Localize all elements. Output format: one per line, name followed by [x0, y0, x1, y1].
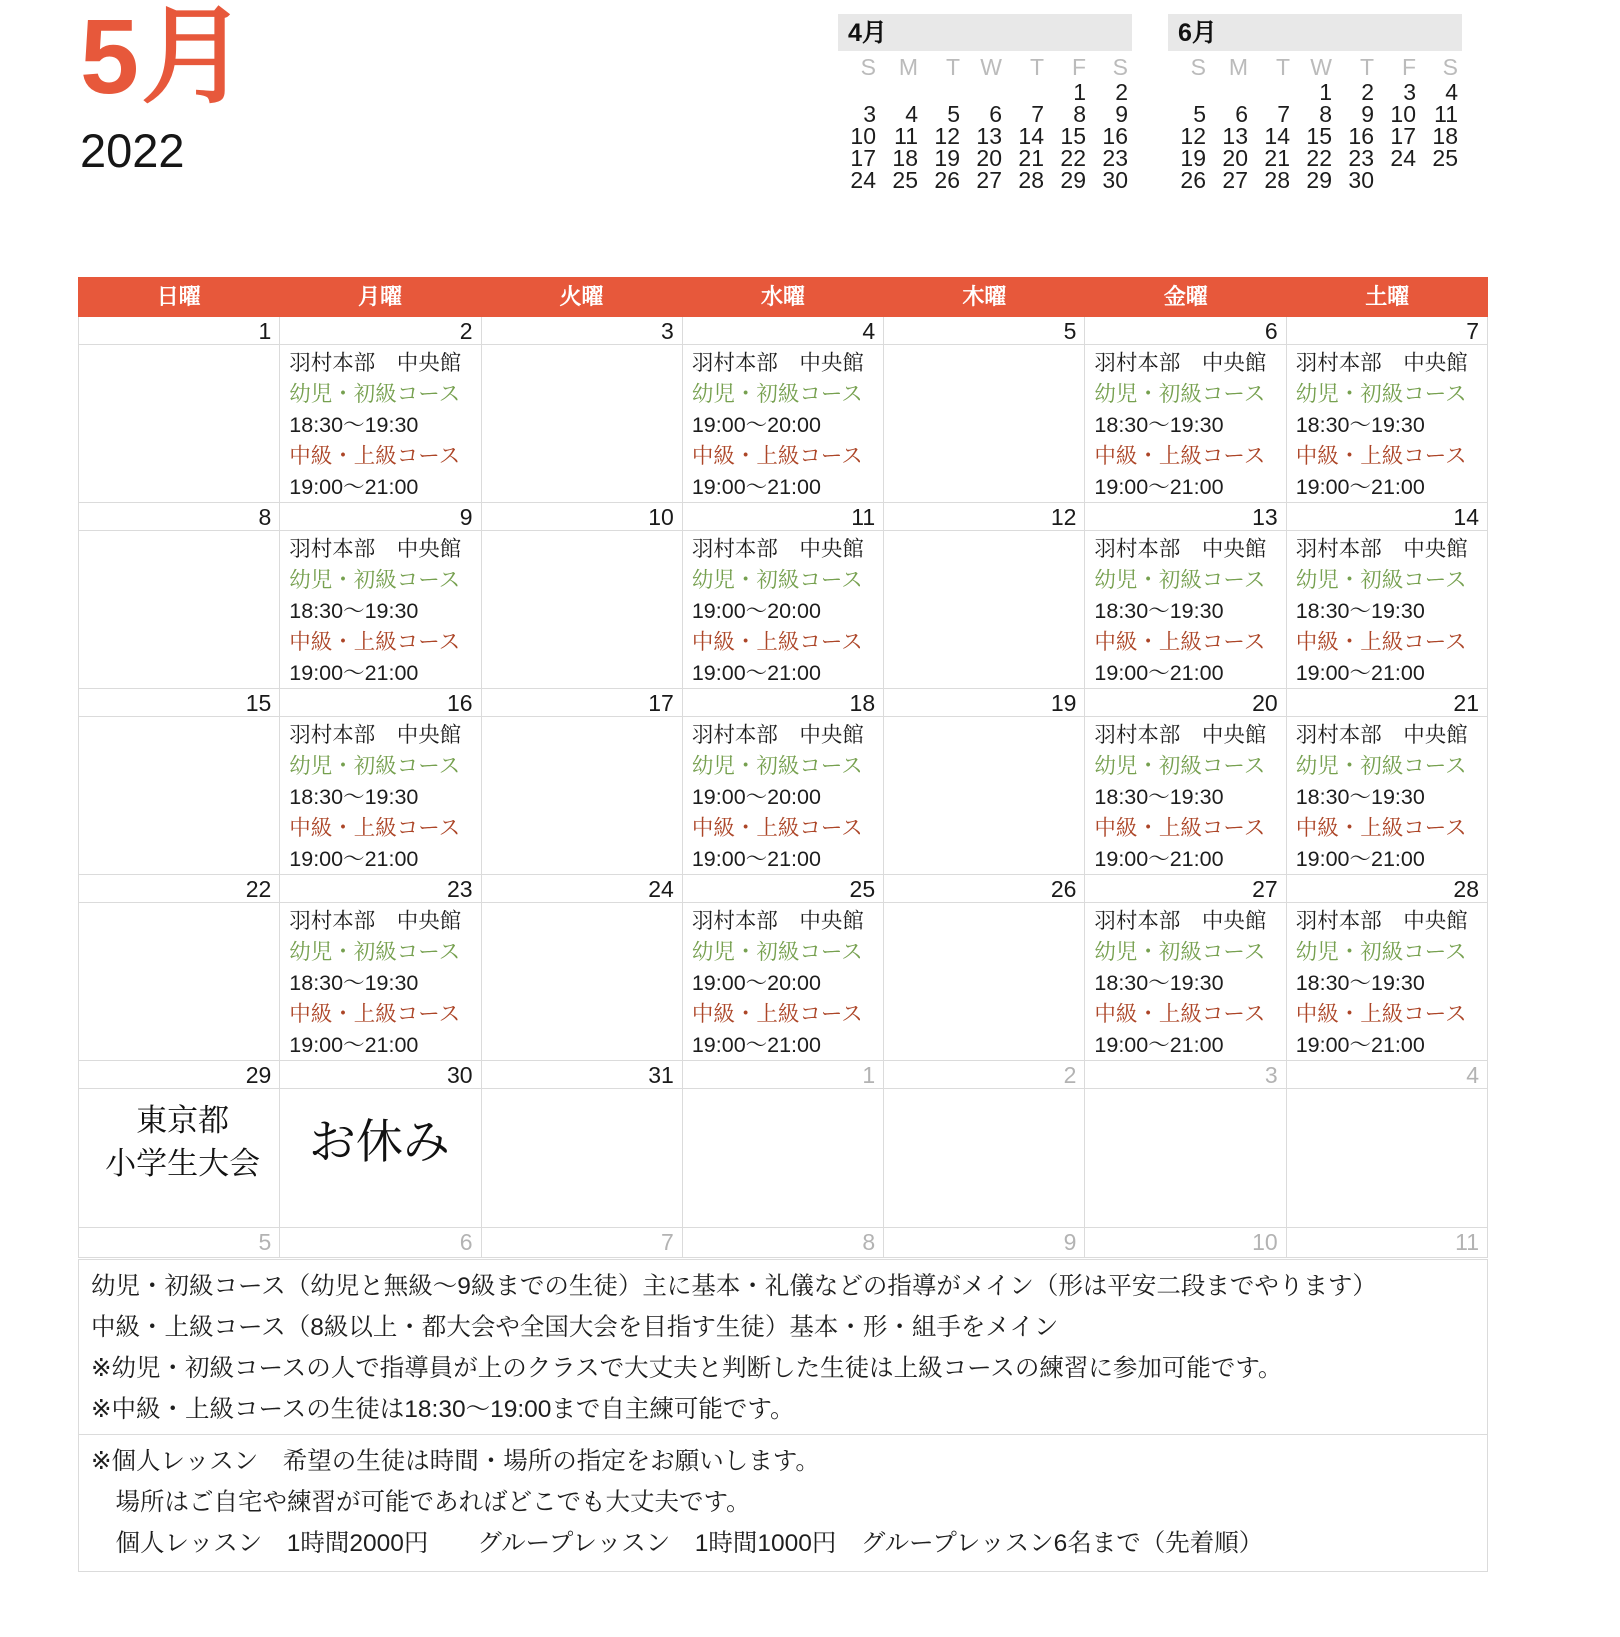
mini-date: 25 [892, 167, 918, 193]
empty-day-cell [1287, 1089, 1488, 1228]
mini-date: 11 [894, 123, 918, 149]
schedule-cell [1085, 717, 1286, 875]
mini-date: 26 [934, 167, 960, 193]
schedule-beginner-course: 幼児・初級コース [289, 754, 461, 778]
day-header: 月曜 [358, 284, 403, 309]
mini-weekday-label: S [1112, 54, 1128, 80]
date-cell: 28 [1287, 875, 1488, 903]
mini-date: 15 [1060, 123, 1086, 149]
schedule-venue: 羽村本部 中央館 [1295, 723, 1468, 747]
mini-date: 22 [1306, 145, 1332, 171]
note-line: ※幼児・初級コースの人で指導員が上のクラスで大丈夫と判断した生徒は上級コースの練習に参加可能です。 [91, 1355, 1283, 1382]
schedule-cell [1085, 531, 1286, 689]
date-row [79, 689, 1488, 717]
date-cell: 4 [1287, 1061, 1488, 1089]
empty-day-cell [79, 903, 280, 1061]
schedule-beginner-course: 幼児・初級コース [691, 754, 863, 778]
date-cell: 15 [79, 689, 280, 717]
empty-day-cell [79, 717, 280, 875]
schedule-advanced-time: 19:00〜21:00 [1295, 1033, 1425, 1057]
schedule-advanced-course: 中級・上級コース [691, 630, 863, 654]
schedule-advanced-time: 19:00〜21:00 [289, 661, 419, 685]
mini-calendar-grid [838, 51, 1132, 191]
mini-date: 17 [1390, 123, 1416, 149]
schedule-venue: 羽村本部 中央館 [289, 909, 462, 933]
date-cell: 29 [79, 1061, 280, 1089]
day-header: 土曜 [1365, 284, 1410, 309]
mini-date: 29 [1306, 167, 1332, 193]
empty-day-cell [1085, 1089, 1286, 1228]
mini-date [838, 81, 880, 103]
title-block [80, 0, 249, 178]
mini-weekday-label: S [1190, 54, 1206, 80]
mini-date: 17 [850, 145, 876, 171]
schedule-cell [683, 717, 884, 875]
mini-date: 3 [1403, 79, 1416, 105]
schedule-venue: 羽村本部 中央館 [691, 537, 864, 561]
note-line: 個人レッスン 1時間2000円 グループレッスン 1時間1000円 グループレッスン6名まで（先着順） [91, 1530, 1264, 1557]
mini-weekday-label: T [945, 54, 960, 80]
mini-date: 1 [1319, 79, 1332, 105]
schedule-beginner-time: 18:30〜19:30 [1094, 785, 1224, 809]
mini-date: 23 [1102, 145, 1128, 171]
schedule-advanced-course: 中級・上級コース [691, 816, 863, 840]
schedule-beginner-time: 19:00〜20:00 [691, 971, 821, 995]
date-row [79, 317, 1488, 345]
schedule-cell [1287, 531, 1488, 689]
content-row [79, 531, 1488, 689]
date-cell: 1 [79, 317, 280, 345]
mini-date: 19 [934, 145, 960, 171]
mini-date: 11 [1434, 101, 1458, 127]
date-cell: 8 [683, 1228, 884, 1258]
schedule-venue: 羽村本部 中央館 [691, 909, 864, 933]
schedule-beginner-course: 幼児・初級コース [1094, 382, 1266, 406]
mini-date [880, 81, 922, 103]
mini-date: 16 [1348, 123, 1374, 149]
tournament-label: 東京都 [136, 1103, 230, 1138]
mini-date: 19 [1180, 145, 1206, 171]
date-cell: 10 [482, 503, 683, 531]
date-cell: 3 [482, 317, 683, 345]
date-cell: 10 [1085, 1228, 1286, 1258]
mini-date: 4 [1445, 79, 1458, 105]
mini-weekday-label: F [1401, 54, 1416, 80]
mini-date: 26 [1180, 167, 1206, 193]
date-cell: 12 [884, 503, 1085, 531]
schedule-beginner-course: 幼児・初級コース [289, 568, 461, 592]
date-cell: 7 [1287, 317, 1488, 345]
date-cell: 2 [280, 317, 481, 345]
schedule-beginner-time: 18:30〜19:30 [1094, 413, 1224, 437]
schedule-advanced-time: 19:00〜21:00 [691, 1033, 821, 1057]
date-cell: 17 [482, 689, 683, 717]
schedule-advanced-course: 中級・上級コース [1295, 444, 1467, 468]
schedule-beginner-time: 18:30〜19:30 [1295, 413, 1425, 437]
mini-date [1006, 81, 1048, 103]
empty-day-cell [884, 345, 1085, 503]
mini-date: 20 [1222, 145, 1248, 171]
empty-day-cell [482, 345, 683, 503]
mini-date: 27 [1222, 167, 1248, 193]
mini-date: 20 [976, 145, 1002, 171]
schedule-advanced-course: 中級・上級コース [1094, 444, 1266, 468]
schedule-cell [1287, 345, 1488, 503]
schedule-venue: 羽村本部 中央館 [691, 351, 864, 375]
mini-weekday-label: M [898, 54, 918, 80]
empty-day-cell [482, 531, 683, 689]
empty-day-cell [79, 345, 280, 503]
mini-date: 1 [1073, 79, 1086, 105]
mini-date: 21 [1018, 145, 1044, 171]
main-calendar [78, 277, 1488, 1258]
mini-date: 25 [1432, 145, 1458, 171]
tournament-cell [79, 1089, 280, 1228]
schedule-advanced-course: 中級・上級コース [691, 444, 863, 468]
mini-date: 12 [1180, 123, 1206, 149]
mini-date [964, 81, 1006, 103]
schedule-beginner-time: 18:30〜19:30 [289, 413, 419, 437]
date-cell: 9 [884, 1228, 1085, 1258]
date-cell: 20 [1085, 689, 1286, 717]
schedule-beginner-course: 幼児・初級コース [1094, 940, 1266, 964]
note-line: 中級・上級コース（8級以上・都大会や全国大会を目指す生徒）基本・形・組手をメイン [91, 1314, 1059, 1341]
mini-weekday-label: T [1275, 54, 1290, 80]
mini-weekday-label: S [860, 54, 876, 80]
schedule-venue: 羽村本部 中央館 [289, 723, 462, 747]
schedule-advanced-time: 19:00〜21:00 [289, 475, 419, 499]
schedule-venue: 羽村本部 中央館 [1094, 537, 1267, 561]
mini-date [1210, 81, 1252, 103]
schedule-beginner-course: 幼児・初級コース [1094, 754, 1266, 778]
schedule-beginner-time: 18:30〜19:30 [1295, 599, 1425, 623]
date-cell: 22 [79, 875, 280, 903]
mini-date: 22 [1060, 145, 1086, 171]
empty-day-cell [884, 1089, 1085, 1228]
mini-date: 6 [989, 101, 1002, 127]
date-cell: 26 [884, 875, 1085, 903]
month-title: 5月 [80, 0, 249, 116]
day-header: 金曜 [1163, 284, 1208, 309]
schedule-venue: 羽村本部 中央館 [1295, 909, 1468, 933]
schedule-venue: 羽村本部 中央館 [1295, 351, 1468, 375]
date-cell: 4 [683, 317, 884, 345]
mini-date: 18 [1432, 123, 1458, 149]
schedule-advanced-time: 19:00〜21:00 [1295, 661, 1425, 685]
date-cell: 11 [683, 503, 884, 531]
schedule-advanced-course: 中級・上級コース [289, 630, 461, 654]
schedule-beginner-time: 19:00〜20:00 [691, 785, 821, 809]
year-label: 2022 [80, 124, 185, 178]
schedule-advanced-time: 19:00〜21:00 [289, 1033, 419, 1057]
content-row [79, 903, 1488, 1061]
date-cell: 8 [79, 503, 280, 531]
mini-date: 7 [1277, 101, 1290, 127]
date-cell: 27 [1085, 875, 1286, 903]
date-cell: 14 [1287, 503, 1488, 531]
schedule-beginner-course: 幼児・初級コース [289, 382, 461, 406]
schedule-beginner-time: 18:30〜19:30 [1295, 971, 1425, 995]
schedule-beginner-course: 幼児・初級コース [1295, 754, 1467, 778]
mini-date: 21 [1264, 145, 1290, 171]
schedule-advanced-time: 19:00〜21:00 [691, 661, 821, 685]
mini-calendar-title: 6月 [1168, 14, 1462, 51]
date-cell: 16 [280, 689, 481, 717]
date-cell: 30 [280, 1061, 481, 1089]
date-cell: 31 [482, 1061, 683, 1089]
schedule-advanced-course: 中級・上級コース [1295, 816, 1467, 840]
mini-date: 4 [905, 101, 918, 127]
mini-date [1378, 169, 1420, 191]
date-cell: 3 [1085, 1061, 1286, 1089]
mini-calendar-june [1168, 14, 1462, 191]
mini-date: 24 [850, 167, 876, 193]
mini-date: 14 [1018, 123, 1044, 149]
schedule-cell [1085, 903, 1286, 1061]
note-line: ※個人レッスン 希望の生徒は時間・場所の指定をお願いします。 [91, 1448, 820, 1475]
schedule-beginner-course: 幼児・初級コース [691, 382, 863, 406]
schedule-advanced-course: 中級・上級コース [1094, 816, 1266, 840]
day-header: 火曜 [559, 284, 604, 309]
mini-weekday-label: W [980, 54, 1002, 80]
day-header: 水曜 [760, 284, 805, 309]
date-cell: 9 [280, 503, 481, 531]
mini-date: 13 [976, 123, 1002, 149]
schedule-beginner-time: 19:00〜20:00 [691, 413, 821, 437]
empty-day-cell [884, 903, 1085, 1061]
mini-date: 12 [934, 123, 960, 149]
empty-day-cell [482, 717, 683, 875]
mini-date: 8 [1073, 101, 1086, 127]
schedule-beginner-time: 18:30〜19:30 [1295, 785, 1425, 809]
empty-day-cell [79, 531, 280, 689]
mini-date: 23 [1348, 145, 1374, 171]
mini-calendar-april [838, 14, 1132, 191]
schedule-cell [683, 531, 884, 689]
schedule-beginner-course: 幼児・初級コース [1094, 568, 1266, 592]
date-cell: 5 [884, 317, 1085, 345]
mini-date: 10 [1390, 101, 1416, 127]
day-header: 木曜 [962, 284, 1007, 309]
mini-date: 28 [1264, 167, 1290, 193]
mini-date: 2 [1115, 79, 1128, 105]
mini-date: 8 [1319, 101, 1332, 127]
schedule-advanced-course: 中級・上級コース [691, 1002, 863, 1026]
mini-date: 9 [1115, 101, 1128, 127]
schedule-beginner-course: 幼児・初級コース [691, 940, 863, 964]
empty-day-cell [482, 903, 683, 1061]
schedule-cell [683, 903, 884, 1061]
schedule-advanced-time: 19:00〜21:00 [289, 847, 419, 871]
date-cell: 19 [884, 689, 1085, 717]
schedule-venue: 羽村本部 中央館 [289, 351, 462, 375]
date-cell: 23 [280, 875, 481, 903]
notes-private-lesson [78, 1434, 1488, 1572]
schedule-beginner-course: 幼児・初級コース [1295, 568, 1467, 592]
rest-cell: お休み [280, 1089, 481, 1228]
day-header: 日曜 [156, 284, 201, 309]
notes-course-info [78, 1259, 1488, 1438]
empty-day-cell [884, 717, 1085, 875]
date-cell: 25 [683, 875, 884, 903]
calendar-body [78, 317, 1488, 1258]
schedule-beginner-time: 18:30〜19:30 [289, 971, 419, 995]
schedule-advanced-course: 中級・上級コース [1094, 630, 1266, 654]
mini-weekday-label: M [1228, 54, 1248, 80]
tournament-label: 小学生大会 [105, 1146, 261, 1181]
schedule-advanced-course: 中級・上級コース [1295, 630, 1467, 654]
schedule-venue: 羽村本部 中央館 [1295, 537, 1468, 561]
date-cell: 6 [280, 1228, 481, 1258]
schedule-beginner-course: 幼児・初級コース [289, 940, 461, 964]
date-cell: 24 [482, 875, 683, 903]
mini-weekday-label: T [1029, 54, 1044, 80]
mini-date: 18 [892, 145, 918, 171]
content-row [79, 1089, 1488, 1228]
schedule-beginner-course: 幼児・初級コース [1295, 940, 1467, 964]
date-cell: 5 [79, 1228, 280, 1258]
mini-date: 13 [1222, 123, 1248, 149]
date-cell: 21 [1287, 689, 1488, 717]
content-row [79, 345, 1488, 503]
schedule-beginner-time: 18:30〜19:30 [289, 599, 419, 623]
schedule-cell [280, 903, 481, 1061]
content-row [79, 717, 1488, 875]
mini-date [922, 81, 964, 103]
mini-date: 16 [1102, 123, 1128, 149]
mini-date: 3 [863, 101, 876, 127]
date-cell: 2 [884, 1061, 1085, 1089]
date-cell: 18 [683, 689, 884, 717]
mini-calendar-grid [1168, 51, 1462, 191]
mini-date: 5 [947, 101, 960, 127]
schedule-beginner-course: 幼児・初級コース [691, 568, 863, 592]
date-cell: 6 [1085, 317, 1286, 345]
date-cell: 11 [1287, 1228, 1488, 1258]
schedule-venue: 羽村本部 中央館 [289, 537, 462, 561]
date-row [79, 503, 1488, 531]
mini-calendar-title: 4月 [838, 14, 1132, 51]
schedule-beginner-time: 19:00〜20:00 [691, 599, 821, 623]
note-line: 場所はご自宅や練習が可能であればどこでも大丈夫です。 [91, 1489, 751, 1516]
schedule-advanced-time: 19:00〜21:00 [1094, 847, 1224, 871]
mini-date: 7 [1031, 101, 1044, 127]
schedule-cell [280, 345, 481, 503]
schedule-venue: 羽村本部 中央館 [691, 723, 864, 747]
mini-date: 2 [1361, 79, 1374, 105]
mini-date: 24 [1390, 145, 1416, 171]
schedule-advanced-course: 中級・上級コース [289, 444, 461, 468]
schedule-advanced-course: 中級・上級コース [1094, 1002, 1266, 1026]
date-cell: 13 [1085, 503, 1286, 531]
mini-date: 9 [1361, 101, 1374, 127]
schedule-cell [1287, 717, 1488, 875]
mini-date [1420, 169, 1462, 191]
schedule-cell [683, 345, 884, 503]
schedule-beginner-time: 18:30〜19:30 [1094, 971, 1224, 995]
schedule-cell [280, 531, 481, 689]
note-line: 幼児・初級コース（幼児と無級〜9級までの生徒）主に基本・礼儀などの指導がメイン（形は平安二段までやります） [91, 1273, 1377, 1300]
schedule-beginner-time: 18:30〜19:30 [1094, 599, 1224, 623]
schedule-advanced-time: 19:00〜21:00 [1094, 1033, 1224, 1057]
mini-date: 29 [1060, 167, 1086, 193]
schedule-beginner-time: 18:30〜19:30 [289, 785, 419, 809]
schedule-advanced-time: 19:00〜21:00 [1094, 661, 1224, 685]
mini-date: 15 [1306, 123, 1332, 149]
mini-weekday-label: F [1071, 54, 1086, 80]
schedule-venue: 羽村本部 中央館 [1094, 723, 1267, 747]
schedule-advanced-time: 19:00〜21:00 [691, 475, 821, 499]
schedule-venue: 羽村本部 中央館 [1094, 351, 1267, 375]
schedule-advanced-time: 19:00〜21:00 [1295, 847, 1425, 871]
mini-date: 10 [850, 123, 876, 149]
mini-date: 27 [976, 167, 1002, 193]
schedule-cell [1287, 903, 1488, 1061]
date-cell: 7 [482, 1228, 683, 1258]
schedule-advanced-time: 19:00〜21:00 [691, 847, 821, 871]
schedule-advanced-course: 中級・上級コース [289, 816, 461, 840]
mini-date: 30 [1348, 167, 1374, 193]
mini-date [1168, 81, 1210, 103]
schedule-beginner-course: 幼児・初級コース [1295, 382, 1467, 406]
schedule-advanced-course: 中級・上級コース [289, 1002, 461, 1026]
mini-date: 6 [1235, 101, 1248, 127]
schedule-venue: 羽村本部 中央館 [1094, 909, 1267, 933]
mini-date: 28 [1018, 167, 1044, 193]
schedule-advanced-time: 19:00〜21:00 [1295, 475, 1425, 499]
schedule-cell [1085, 345, 1286, 503]
date-row [79, 875, 1488, 903]
empty-day-cell [884, 531, 1085, 689]
schedule-advanced-course: 中級・上級コース [1295, 1002, 1467, 1026]
mini-weekday-label: W [1310, 54, 1332, 80]
weekday-header-row [78, 277, 1488, 317]
mini-date: 30 [1102, 167, 1128, 193]
empty-day-cell [482, 1089, 683, 1228]
note-line: ※中級・上級コースの生徒は18:30〜19:00まで自主練可能です。 [91, 1396, 795, 1423]
trailing-date-row [79, 1228, 1488, 1258]
schedule-advanced-time: 19:00〜21:00 [1094, 475, 1224, 499]
date-cell: 1 [683, 1061, 884, 1089]
mini-weekday-label: T [1359, 54, 1374, 80]
empty-day-cell [683, 1089, 884, 1228]
mini-date: 5 [1193, 101, 1206, 127]
mini-date [1252, 81, 1294, 103]
mini-weekday-label: S [1442, 54, 1458, 80]
date-row [79, 1061, 1488, 1089]
mini-date: 14 [1264, 123, 1290, 149]
schedule-cell [280, 717, 481, 875]
mini-calendars [838, 14, 1462, 191]
